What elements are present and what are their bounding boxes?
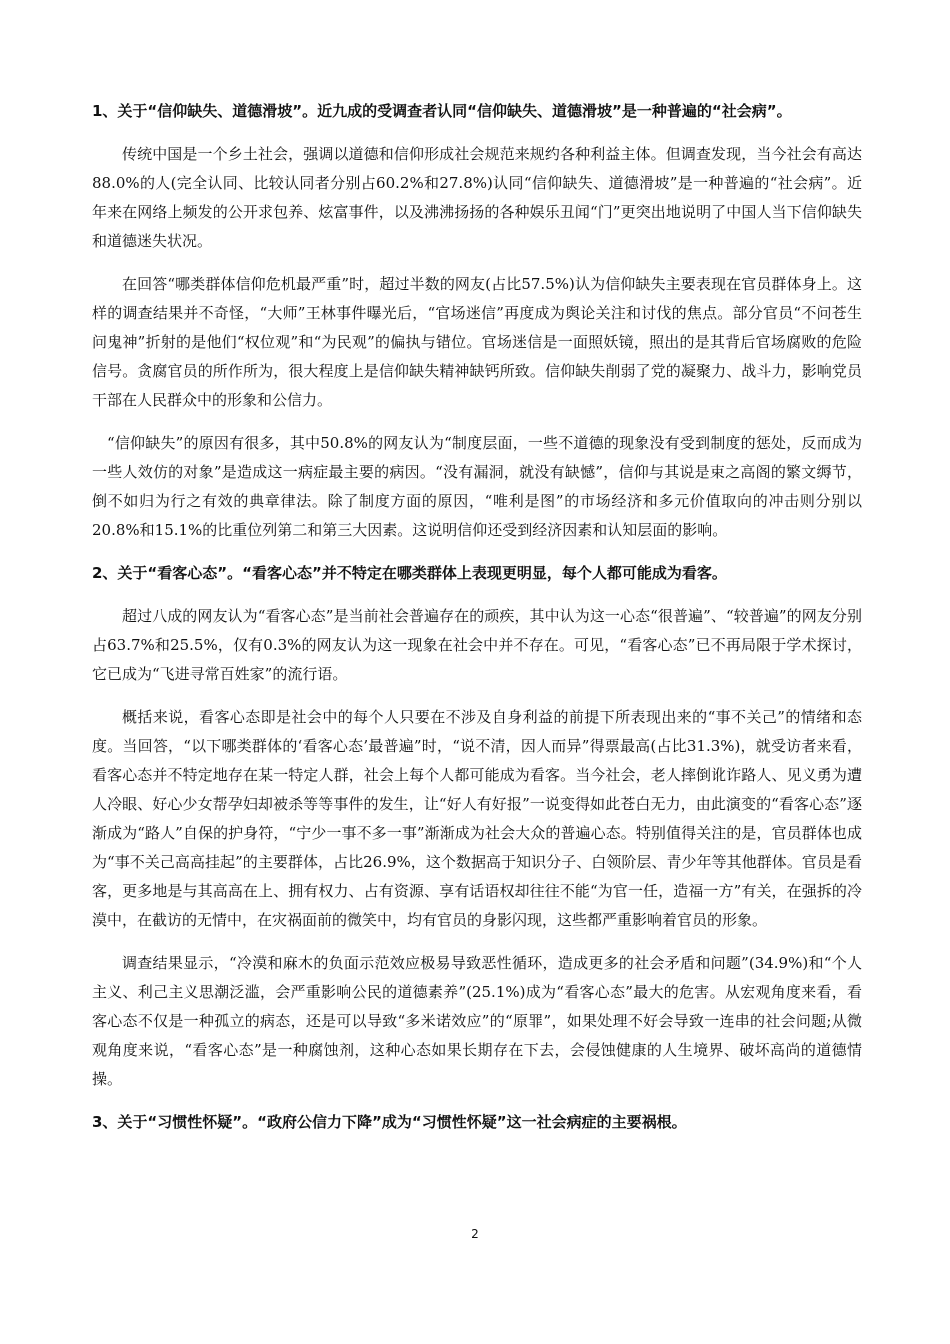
paragraph: 传统中国是一个乡土社会，强调以道德和信仰形成社会规范来规约各种利益主体。但调查发现，当今社会有高达88.0%的人(完全认同、比较认同者分别占60.2%和27.8%)认同“信仰缺失、道德滑坡”是一种普遍的“社会病”。近年来在网络上频发的公开求包养、炫富事件，以及沸沸扬扬的各种娱乐丑闻“门”更突出地说明了中国人当下信仰缺失和道德迷失状况。 [92,145,862,250]
paragraph: 调查结果显示，“冷漠和麻木的负面示范效应极易导致恶性循环，造成更多的社会矛盾和问题”(34.9%)和“个人主义、利己主义思潮泛滥，会严重影响公民的道德素养”(25.1%)成为“看客心态”最大的危害。从宏观角度来看，看客心态不仅是一种孤立的病态，还是可以导致“多米诺效应”的“原罪”，如果处理不好会导致一连串的社会问题;从微观角度来说，“看客心态”是一种腐蚀剂，这种心态如果长期存在下去，会侵蚀健康的人生境界、破坏高尚的道德情操。 [92,954,862,1088]
page-number: 2 [471,1227,479,1241]
section-heading-2: 2、关于“看客心态”。“看客心态”并不特定在哪类群体上表现更明显，每个人都可能成为看客。 [92,564,727,582]
paragraph: 超过八成的网友认为“看客心态”是当前社会普遍存在的顽疾，其中认为这一心态“很普遍”、“较普遍”的网友分别占63.7%和25.5%，仅有0.3%的网友认为这一现象在社会中并不存在。可见，“看客心态”已不再局限于学术探讨，它已成为“飞进寻常百姓家”的流行语。 [92,607,862,683]
section-heading-3: 3、关于“习惯性怀疑”。“政府公信力下降”成为“习惯性怀疑”这一社会病症的主要祸根。 [92,1113,687,1131]
paragraph: 在回答“哪类群体信仰危机最严重”时，超过半数的网友(占比57.5%)认为信仰缺失主要表现在官员群体身上。这样的调查结果并不奇怪，“大师”王林事件曝光后，“官场迷信”再度成为舆论关注和讨伐的焦点。部分官员“不问苍生问鬼神”折射的是他们“权位观”和“为民观”的偏执与错位。官场迷信是一面照妖镜，照出的是其背后官场腐败的危险信号。贪腐官员的所作所为，很大程度上是信仰缺失精神缺钙所致。信仰缺失削弱了党的凝聚力、战斗力，影响党员干部在人民群众中的形象和公信力。 [92,275,862,409]
section-heading-1: 1、关于“信仰缺失、道德滑坡”。近九成的受调查者认同“信仰缺失、道德滑坡”是一种普遍的“社会病”。 [92,102,792,120]
paragraph: 概括来说，看客心态即是社会中的每个人只要在不涉及自身利益的前提下所表现出来的“事不关己”的情绪和态度。当回答，“以下哪类群体的‘看客心态’最普遍”时，“说不清，因人而异”得票最高(占比31.3%)，就受访者来看，看客心态并不特定地存在某一特定人群，社会上每个人都可能成为看客。当今社会，老人摔倒讹诈路人、见义勇为遭人冷眼、好心少女帮孕妇却被杀等等事件的发生，让“好人有好报”一说变得如此苍白无力，由此演变的“看客心态”逐渐成为“路人”自保的护身符，“宁少一事不多一事”渐渐成为社会大众的普遍心态。特别值得关注的是，官员群体也成为“事不关己高高挂起”的主要群体，占比26.9%，这个数据高于知识分子、白领阶层、青少年等其他群体。官员是看客，更多地是与其高高在上、拥有权力、占有资源、享有话语权却往往不能“为官一任，造福一方”有关，在强拆的冷漠中，在截访的无情中，在灾祸面前的微笑中，均有官员的身影闪现，这些都严重影响着官员的形象。 [92,708,862,929]
document-body [92,97,862,1151]
paragraph: “信仰缺失”的原因有很多，其中50.8%的网友认为“制度层面，一些不道德的现象没有受到制度的惩处，反而成为一些人效仿的对象”是造成这一病症最主要的病因。“没有漏洞，就没有缺憾”，信仰与其说是束之高阁的繁文缛节，倒不如归为行之有效的典章律法。除了制度方面的原因，“唯利是图”的市场经济和多元价值取向的冲击则分别以20.8%和15.1%的比重位列第二和第三大因素。这说明信仰还受到经济因素和认知层面的影响。 [92,434,862,539]
